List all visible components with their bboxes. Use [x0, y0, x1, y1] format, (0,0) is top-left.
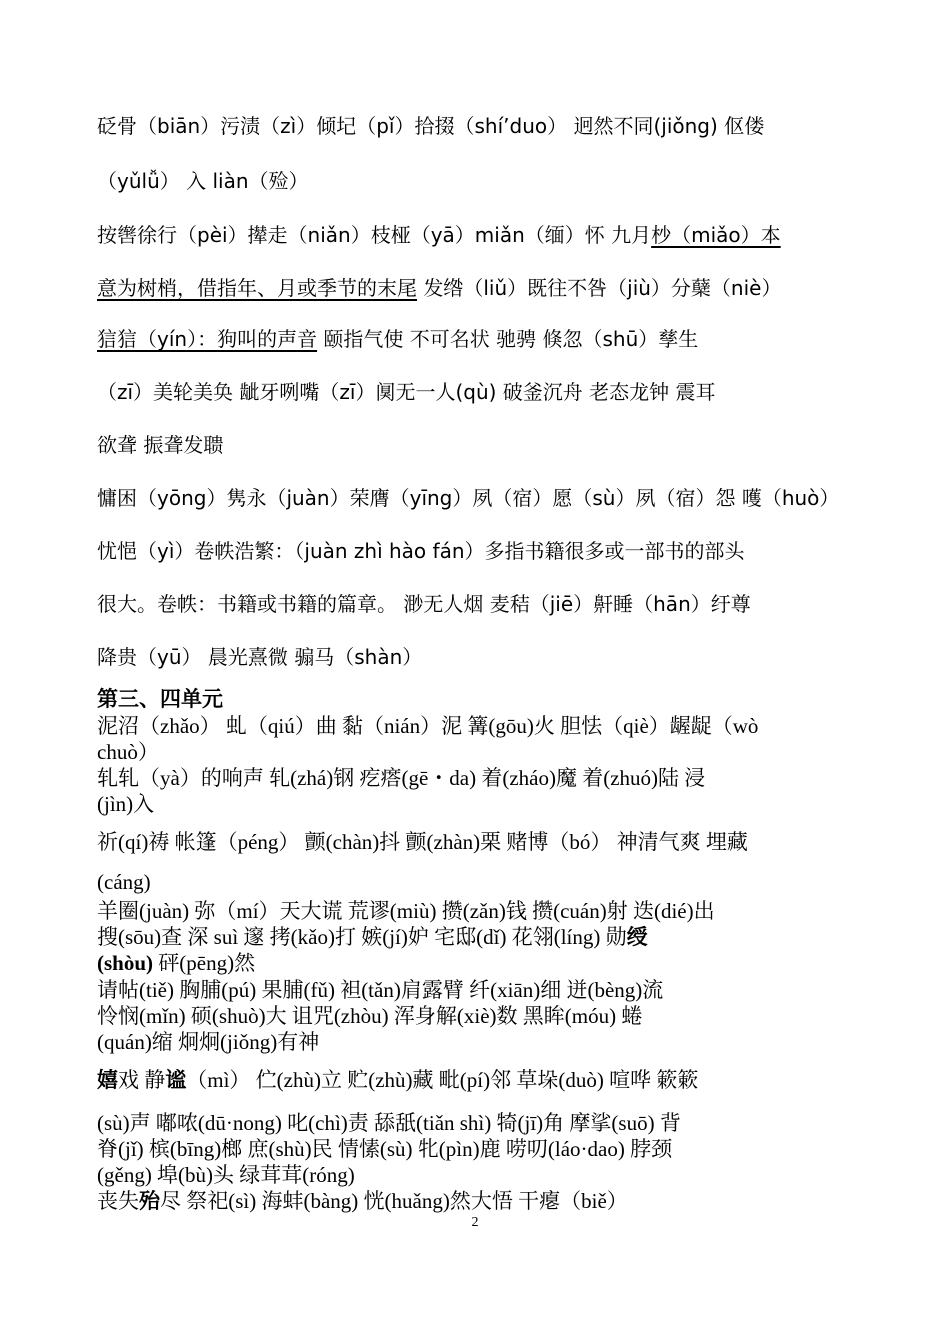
text-line: 祈(qí)祷 帐篷（péng） 颤(chàn)抖 颤(zhàn)栗 赌博（bó） 神清气爽 埋藏: [97, 830, 748, 854]
bold-text: 嬉: [97, 1068, 118, 1092]
text-line: 怜悯(mǐn) 硕(shuò)大 诅咒(zhòu) 浑身解(xiè)数 黑眸(móu) 蜷: [97, 1004, 643, 1028]
text-line: [97, 272, 857, 301]
text-line: (gěng) 埠(bù)头 绿茸茸(róng): [97, 1163, 355, 1187]
text-line: [97, 947, 857, 977]
text-line: [97, 219, 857, 248]
section-heading: 第三、四单元: [97, 687, 223, 711]
text-line: 泥沼（zhǎo） 虬（qiú）曲 黏（nián）泥 篝(gōu)火 胆怯（qiè）龌龊（wò: [97, 714, 759, 738]
bold-text: (shòu): [97, 951, 154, 975]
underlined-text: 狺狺（yín）：狗叫的声音: [97, 327, 318, 351]
text-segment: 尽 祭祀(sì) 海蚌(bàng) 恍(huǎng)然大悟 干瘪（biě）: [160, 1189, 628, 1213]
text-line: [97, 1185, 857, 1215]
text-line: [97, 323, 857, 352]
text-segment: 搜(sōu)查 深 suì 邃 拷(kǎo)打 嫉(jí)妒 宅邸(dǐ) 花翎(líng) 勋: [97, 925, 627, 949]
bold-text: 殆: [139, 1189, 160, 1213]
text-segment: 发绺（liǔ）既往不咎（jiù）分蘖（niè）: [417, 276, 782, 300]
text-line: (quán)缩 炯炯(jiǒng)有神: [97, 1030, 320, 1054]
text-line: 降贵（yū） 晨光熹微 骟马（shàn）: [97, 645, 423, 669]
text-line: (jìn)入: [97, 792, 155, 816]
text-line: 忧悒（yì）卷帙浩繁：（juàn zhì hào fán）多指书籍很多或一部书的部头: [97, 539, 745, 563]
text-line: 请帖(tiě) 胸脯(pú) 果脯(fǔ) 袒(tǎn)肩露臂 纤(xiān)细 迸(bèng)流: [97, 978, 664, 1002]
text-line: [97, 1064, 857, 1094]
text-line: chuò）: [97, 740, 159, 764]
text-line: 羊圈(juàn) 弥（mí）天大谎 荒谬(miù) 攒(zǎn)钱 攒(cuán)射 迭(dié)出: [97, 899, 715, 923]
text-line: 砭骨（biān）污渍（zì）倾圮（pǐ）拾掇（shí’duo） 迥然不同(jiǒng) 伛偻: [97, 114, 765, 138]
text-line: 很大。卷帙：书籍或书籍的篇章。 渺无人烟 麦秸（jiē）鼾睡（hān）纡尊: [97, 592, 751, 616]
underlined-text: 杪（miǎo）本: [651, 223, 781, 247]
text-line: 慵困（yōng）隽永（juàn）荣膺（yīng）夙（宿）愿（sù）夙（宿）怨 嚄（huò）: [97, 486, 840, 510]
underlined-text: 意为树梢，借指年、月或季节的末尾: [97, 276, 417, 300]
text-line: （zī）美轮美奂 龇牙咧嘴（zī）阒无一人(qù) 破釜沉舟 老态龙钟 震耳: [97, 380, 716, 404]
text-segment: 颐指气使 不可名状 驰骋 倏忽（shū）孳生: [317, 327, 699, 351]
text-segment: 按辔徐行（pèi）撵走（niǎn）枝桠（yā）miǎn（缅）怀 九月: [97, 223, 652, 247]
text-line: (sù)声 嘟哝(dū·nong) 叱(chì)责 舔舐(tiǎn shì) 犄(jī)角 摩挲(suō) 背: [97, 1111, 681, 1135]
text-line: 轧轧（yà）的响声 轧(zhá)钢 疙瘩(gē・da) 着(zháo)魔 着(zhuó)陆 浸: [97, 766, 706, 790]
text-segment: 砰(pēng)然: [153, 951, 256, 975]
text-line: 脊(jǐ) 槟(bīng)榔 庶(shù)民 情愫(sù) 牝(pìn)鹿 唠叨(láo·dao) 脖颈: [97, 1137, 673, 1161]
bold-text: 绶: [626, 925, 648, 949]
text-segment: 丧失: [97, 1189, 139, 1213]
text-line: (cáng): [97, 870, 151, 894]
text-line: 欲聋 振聋发聩: [97, 433, 224, 457]
bold-text: 谧: [165, 1068, 187, 1092]
page-number: 2: [471, 1215, 479, 1230]
text-segment: （mì） 伫(zhù)立 贮(zhù)藏 毗(pí)邻 草垛(duò) 喧哗 簌簌: [186, 1068, 699, 1092]
text-segment: 戏 静: [118, 1068, 166, 1092]
text-line: （yǔlǚ） 入 liàn（殓）: [97, 169, 309, 193]
